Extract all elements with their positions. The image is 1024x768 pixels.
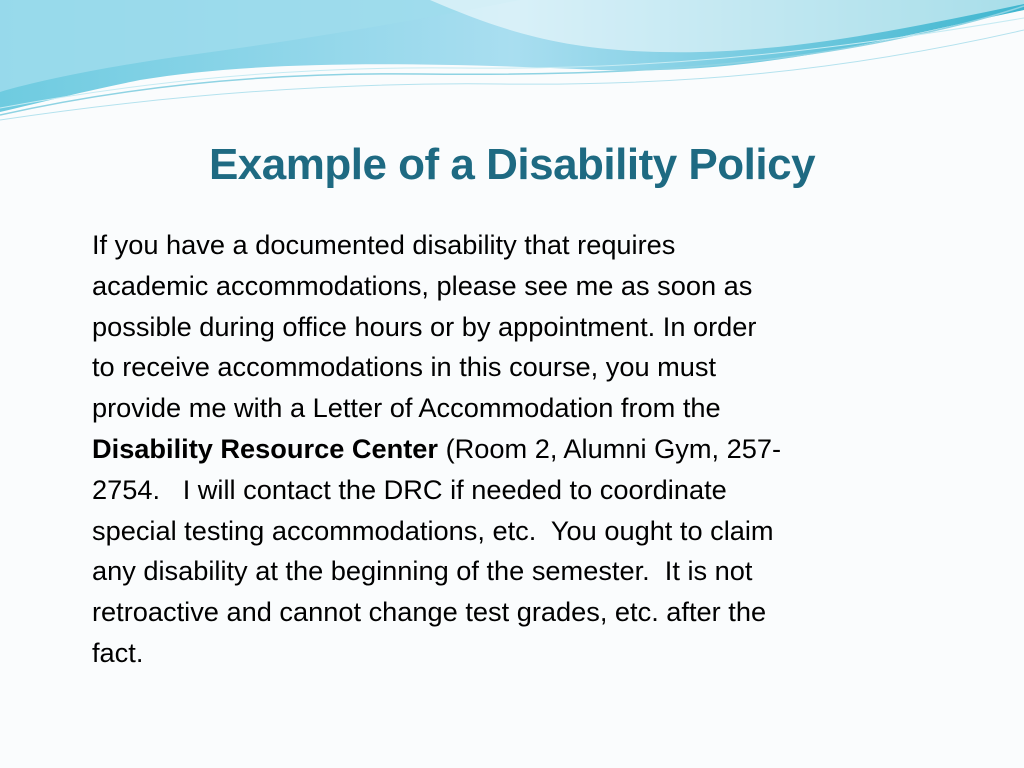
body-line	[92, 429, 972, 470]
disability-resource-center-name: Disability Resource Center	[92, 432, 439, 464]
body-line: 2754. I will contact the DRC if needed to coordinate	[92, 473, 727, 505]
body-line: If you have a documented disability that requires	[92, 229, 676, 260]
header-wave-decoration	[0, 0, 1024, 130]
body-line: special testing accommodations, etc. You ought to claim	[92, 514, 774, 546]
slide-title: Example of a Disability Policy	[208, 140, 816, 189]
body-line: to receive accommodations in this course, you must	[92, 351, 717, 383]
body-line: possible during office hours or by appointment. In order	[92, 310, 757, 342]
policy-body-text	[92, 225, 972, 674]
body-line-rest: (Room 2, Alumni Gym, 257-	[438, 432, 781, 464]
body-line: fact.	[92, 636, 144, 668]
body-line: academic accommodations, please see me as soon as	[92, 269, 753, 301]
body-line: any disability at the beginning of the semester. It is not	[92, 555, 753, 587]
body-line: retroactive and cannot change test grades, etc. after the	[92, 596, 767, 628]
body-line: provide me with a Letter of Accommodation from the	[92, 392, 721, 424]
